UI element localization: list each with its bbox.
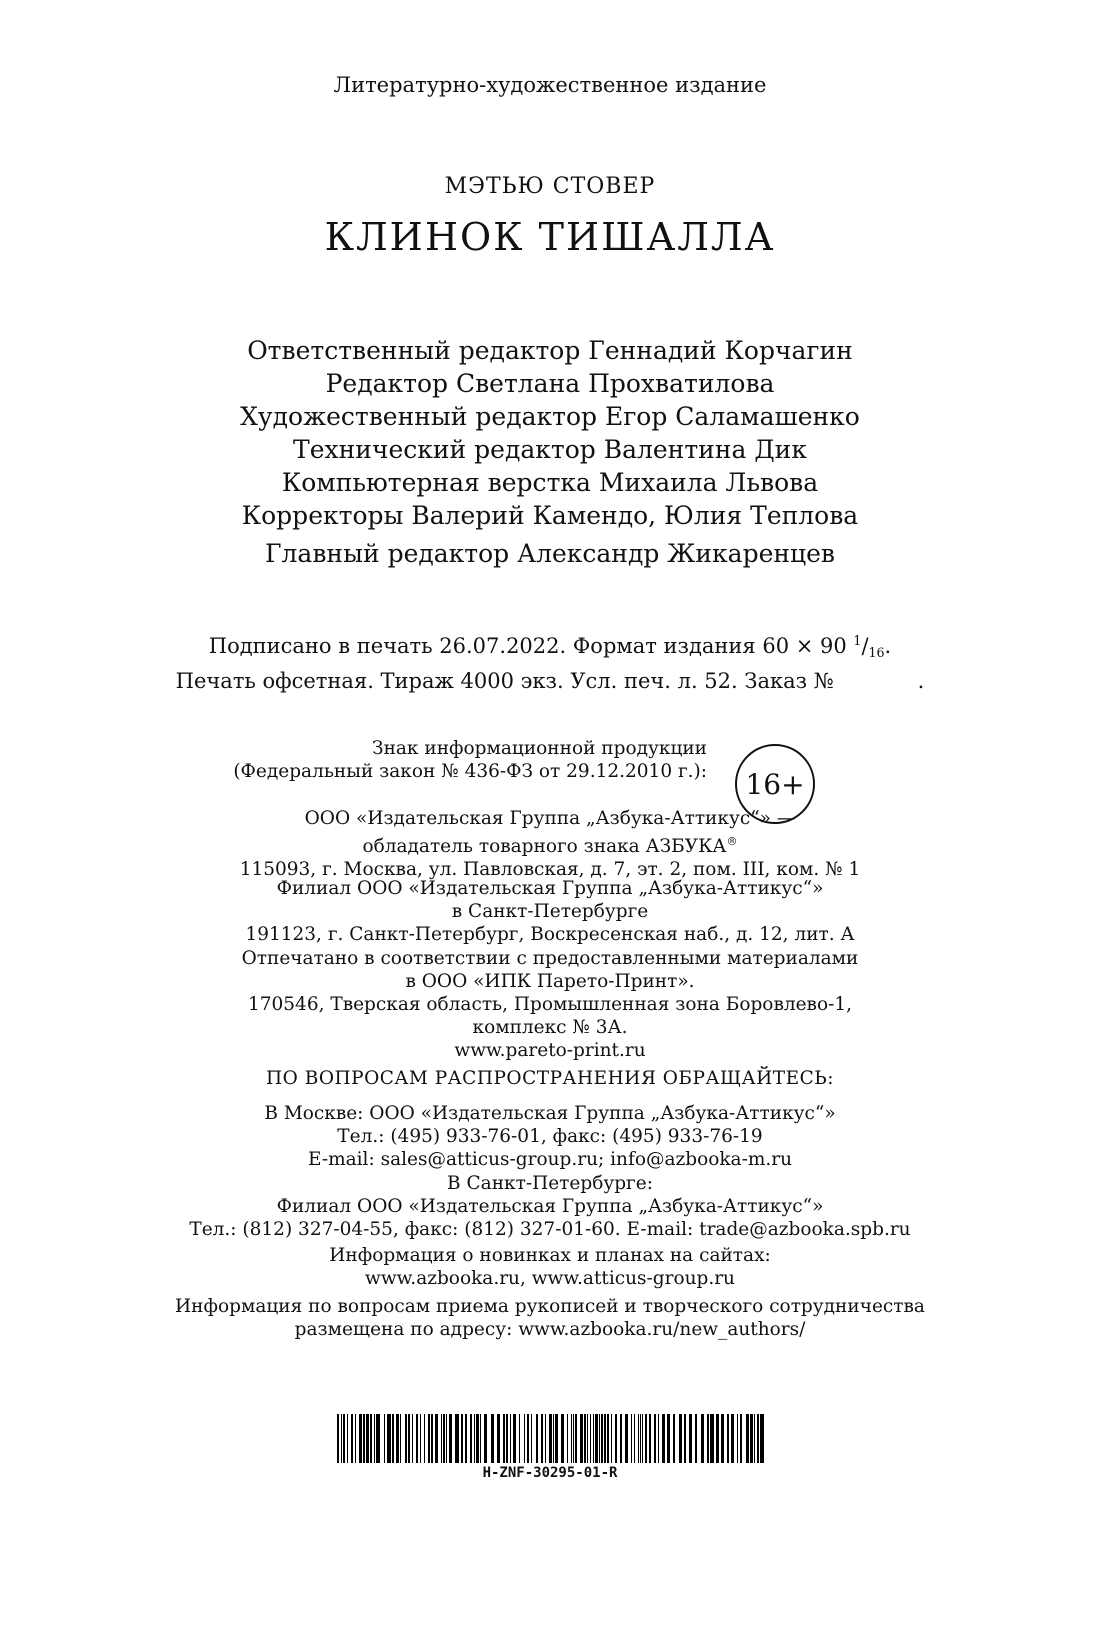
barcode-bar [491, 1414, 494, 1463]
printer-line-2: в ООО «ИПК Парето-Принт». [405, 971, 695, 992]
printer-line-5: www.pareto-print.ru [454, 1040, 646, 1061]
barcode-bar [374, 1414, 375, 1463]
barcode-bar [416, 1414, 418, 1463]
barcode-bar [595, 1414, 598, 1463]
barcode-bar [465, 1414, 467, 1463]
printer-line-1: Отпечатано в соответствии с предоставленными материалами [241, 948, 859, 969]
barcode-bar [679, 1414, 682, 1463]
barcode-bar [640, 1414, 641, 1463]
barcode-bar [470, 1414, 472, 1463]
barcode-bar [503, 1414, 505, 1463]
barcode-bar [441, 1414, 442, 1463]
barcode-bar [461, 1414, 463, 1463]
print-line-2-end: . [917, 669, 925, 693]
barcode-bar [689, 1414, 692, 1463]
barcode-bar [634, 1414, 635, 1463]
barcode-bar [387, 1414, 391, 1463]
barcode-bar [604, 1414, 606, 1463]
branch-line-3: 191123, г. Санкт-Петербург, Воскресенская наб., д. 12, лит. А [245, 924, 855, 945]
barcode-bar [412, 1414, 413, 1463]
info-product-line-1: Знак информационной продукции [372, 738, 707, 759]
barcode-bar [760, 1414, 764, 1463]
age-rating-badge: 16+ [735, 744, 815, 824]
barcode-bar [366, 1414, 369, 1463]
manuscripts-line-1: Информация по вопросам приема рукописей и творческого сотрудничества [175, 1296, 925, 1317]
barcode-bar [601, 1414, 603, 1463]
publisher-block [0, 807, 1100, 881]
staff-line: Технический редактор Валентина Дик [293, 435, 807, 464]
barcode-bar [567, 1414, 568, 1463]
barcode-bar [707, 1414, 709, 1463]
edition-type: Литературно-художественное издание [333, 73, 767, 97]
info-product-line-2: (Федеральный закон № 436-ФЗ от 29.12.2010 г.): [233, 761, 707, 782]
barcode-bar [484, 1414, 487, 1463]
barcode-bar [435, 1414, 438, 1463]
barcode-bar [553, 1414, 554, 1463]
barcode-bar [593, 1414, 594, 1463]
barcode-bar [405, 1414, 407, 1463]
format-fraction-num: 1 [853, 633, 862, 648]
barcode-bar [737, 1414, 738, 1463]
format-fraction-sep: / [861, 634, 869, 658]
barcode-bar [561, 1414, 564, 1463]
barcode-bar [428, 1414, 430, 1463]
book-title: КЛИНОК ТИШАЛЛА [324, 215, 776, 259]
barcode-bar [513, 1414, 516, 1463]
staff-line: Художественный редактор Егор Саламашенко [240, 402, 860, 431]
barcode-bar [506, 1414, 508, 1463]
barcode-bar [731, 1414, 734, 1463]
barcode-bar [695, 1414, 697, 1463]
barcode-bar [363, 1414, 365, 1463]
barcode-bar [673, 1414, 675, 1463]
barcode-bar [580, 1414, 583, 1463]
moscow-contacts [0, 1102, 1100, 1171]
barcode-bar [455, 1414, 459, 1463]
websites-line-1: Информация о новинках и планах на сайтах: [329, 1245, 771, 1266]
barcode-bar [649, 1414, 651, 1463]
print-line-1-end: . [884, 634, 892, 658]
barcode-image [337, 1414, 764, 1463]
branch-line-1: Филиал ООО «Издательская Группа „Азбука-Аттикус“» [276, 878, 824, 899]
barcode-bar [400, 1414, 401, 1463]
branch-block [0, 877, 1100, 946]
moscow-line-3: E-mail: sales@atticus-group.ru; info@azbooka-m.ru [307, 1149, 793, 1170]
barcode-bar [631, 1414, 632, 1463]
print-line-2 [0, 667, 1100, 695]
barcode-bar [587, 1414, 588, 1463]
spb-line-3: Тел.: (812) 327-04-55, факс: (812) 327-01-60. E-mail: trade@azbooka.spb.ru [189, 1219, 911, 1240]
print-line-2-text: Печать офсетная. Тираж 4000 экз. Усл. печ. л. 52. Заказ № [175, 669, 834, 693]
barcode-bar [476, 1414, 479, 1463]
barcode-bar [396, 1414, 399, 1463]
barcode-bar [615, 1414, 617, 1463]
barcode-bar [721, 1414, 724, 1463]
barcode-bar [359, 1414, 362, 1463]
barcode-bar [625, 1414, 628, 1463]
staff-line: Ответственный редактор Геннадий Корчагин [247, 336, 853, 365]
barcode-bar [474, 1414, 475, 1463]
spb-contacts [0, 1172, 1100, 1241]
websites-info [0, 1244, 1100, 1290]
barcode-bar [524, 1414, 525, 1463]
barcode-bar [746, 1414, 749, 1463]
barcode-bar [443, 1414, 445, 1463]
barcode-bar [446, 1414, 447, 1463]
barcode-bar [527, 1414, 529, 1463]
barcode-bar [480, 1414, 481, 1463]
info-product-sign [233, 737, 707, 783]
barcode-bar [638, 1414, 639, 1463]
print-line-1-text: Подписано в печать 26.07.2022. Формат издания 60 × 90 [208, 634, 854, 658]
barcode-bar [654, 1414, 656, 1463]
printer-line-4: комплекс № 3А. [472, 1017, 628, 1038]
registered-mark: ® [726, 835, 738, 848]
barcode-bar [701, 1414, 704, 1463]
barcode-bar [667, 1414, 670, 1463]
manuscripts-line-2: размещена по адресу: www.azbooka.ru/new_authors/ [294, 1319, 806, 1340]
barcode-bar [575, 1414, 577, 1463]
websites-line-2: www.azbooka.ru, www.atticus-group.ru [365, 1268, 735, 1289]
barcode-bar [590, 1414, 591, 1463]
barcode-bar [573, 1414, 574, 1463]
barcode-bar [497, 1414, 500, 1463]
barcode-bar [607, 1414, 609, 1463]
barcode-bar [658, 1414, 659, 1463]
barcode-bar [571, 1414, 572, 1463]
book-author: МЭТЬЮ СТОВЕР [444, 174, 656, 199]
publisher-line-3: 115093, г. Москва, ул. Павловская, д. 7, эт. 2, пом. III, ком. № 1 [239, 859, 861, 881]
barcode-bar [645, 1414, 647, 1463]
barcode-bar [431, 1414, 433, 1463]
barcode-bar [584, 1414, 586, 1463]
barcode-bar [662, 1414, 665, 1463]
barcode-bar [347, 1414, 348, 1463]
barcode-bar [716, 1414, 719, 1463]
barcode-bar [341, 1414, 342, 1463]
barcode-bar [351, 1414, 353, 1463]
barcode-text: H-ZNF-30295-01-R [482, 1465, 618, 1481]
print-info [0, 627, 1100, 695]
barcode-bar [541, 1414, 543, 1463]
barcode-bar [424, 1414, 425, 1463]
format-fraction-den: 16 [868, 645, 885, 660]
barcode-bar [408, 1414, 410, 1463]
barcode-bar [727, 1414, 729, 1463]
moscow-line-1: В Москве: ООО «Издательская Группа „Азбука-Аттикус“» [264, 1103, 836, 1124]
moscow-line-2: Тел.: (495) 933-76-01, факс: (495) 933-76-19 [337, 1126, 763, 1147]
barcode-bar [555, 1414, 558, 1463]
barcode-bar [757, 1414, 759, 1463]
barcode-bar [545, 1414, 546, 1463]
barcode-bar [531, 1414, 532, 1463]
staff-line: Корректоры Валерий Камендо, Юлия Теплова [241, 501, 859, 530]
barcode-bar [370, 1414, 372, 1463]
barcode-bar [684, 1414, 686, 1463]
barcode-bar [510, 1414, 511, 1463]
publisher-line-1: ООО «Издательская Группа „Азбука-Аттикус“» — [304, 808, 796, 829]
barcode-bar [519, 1414, 520, 1463]
branch-line-2: в Санкт-Петербурге [451, 901, 649, 922]
barcode-bar [337, 1414, 339, 1463]
barcode-bar [710, 1414, 714, 1463]
staff-line: Редактор Светлана Прохватилова [325, 369, 775, 398]
staff-list [0, 334, 1100, 532]
manuscripts-info [0, 1295, 1100, 1341]
print-line-1 [0, 627, 1100, 667]
barcode-bar [549, 1414, 552, 1463]
barcode-bar [449, 1414, 452, 1463]
printer-line-3: 170546, Тверская область, Промышленная зона Боровлево-1, [247, 994, 853, 1015]
spb-line-2: Филиал ООО «Издательская Группа „Азбука-Аттикус“» [276, 1196, 824, 1217]
barcode-bar [384, 1414, 385, 1463]
publisher-line-2 [0, 830, 1100, 858]
barcode-bar [599, 1414, 600, 1463]
barcode-bar [376, 1414, 380, 1463]
barcode-bar [536, 1414, 538, 1463]
printer-block [0, 947, 1100, 1062]
publisher-line-2-text: обладатель товарного знака АЗБУКА [362, 836, 727, 858]
barcode-bar [392, 1414, 394, 1463]
barcode-bar [620, 1414, 622, 1463]
barcode-bar [355, 1414, 356, 1463]
spb-line-1: В Санкт-Петербурге: [447, 1173, 653, 1194]
staff-line: Компьютерная верстка Михаила Львова [281, 468, 819, 497]
barcode-bar [343, 1414, 345, 1463]
barcode-bar [750, 1414, 753, 1463]
chief-editor: Главный редактор Александр Жикаренцев [265, 539, 835, 568]
distribution-heading: ПО ВОПРОСАМ РАСПРОСТРАНЕНИЯ ОБРАЩАЙТЕСЬ: [266, 1068, 834, 1089]
barcode-bar [642, 1414, 643, 1463]
barcode-bar [420, 1414, 421, 1463]
barcode-bar [740, 1414, 742, 1463]
barcode-bar [754, 1414, 755, 1463]
barcode-bar [611, 1414, 612, 1463]
